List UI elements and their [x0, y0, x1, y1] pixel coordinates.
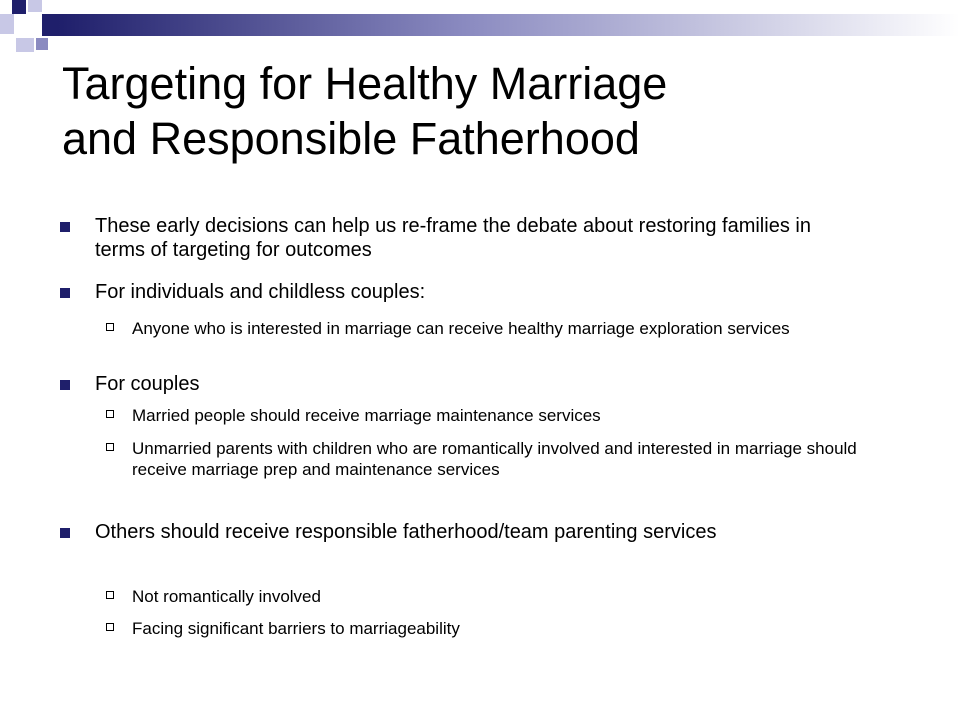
title-line-2: and Responsible Fatherhood	[62, 113, 640, 164]
logo-square-3	[0, 14, 14, 34]
sub-bullet-item	[132, 618, 882, 639]
sub-bullet-text: Not romantically involved	[132, 587, 321, 606]
hollow-square-bullet-icon	[106, 623, 114, 631]
title-line-1: Targeting for Healthy Marriage	[62, 58, 668, 109]
logo-square-5	[42, 14, 58, 36]
sub-bullet-text: Anyone who is interested in marriage can receive healthy marriage exploration services	[132, 319, 790, 338]
sub-bullet-item	[132, 318, 882, 339]
header-gradient-bar	[0, 14, 960, 36]
square-bullet-icon	[60, 528, 70, 538]
sub-bullet-item	[132, 586, 882, 607]
hollow-square-bullet-icon	[106, 443, 114, 451]
sub-bullet-item	[132, 405, 882, 426]
sub-bullet-text: Married people should receive marriage maintenance services	[132, 406, 601, 425]
slide-title	[62, 56, 922, 166]
bullet-text: For individuals and childless couples:	[95, 281, 426, 303]
bullet-item	[95, 520, 855, 544]
hollow-square-bullet-icon	[106, 410, 114, 418]
bullet-item	[95, 280, 855, 304]
sub-bullet-text: Unmarried parents with children who are romantically involved and interested in marriage should receive marriage prep and maintenance services	[132, 439, 857, 479]
square-bullet-icon	[60, 380, 70, 390]
bullet-text: For couples	[95, 373, 200, 395]
sub-bullet-text: Facing significant barriers to marriageability	[132, 619, 460, 638]
bullet-text: These early decisions can help us re-frame the debate about restoring families in terms of targeting for outcomes	[95, 215, 811, 261]
square-bullet-icon	[60, 222, 70, 232]
logo-square-4	[16, 14, 40, 38]
hollow-square-bullet-icon	[106, 323, 114, 331]
sub-bullet-item	[132, 438, 882, 480]
bullet-item	[95, 214, 855, 262]
bullet-item	[95, 372, 855, 396]
logo-square-1	[12, 0, 26, 14]
square-bullet-icon	[60, 288, 70, 298]
bullet-text: Others should receive responsible fatherhood/team parenting services	[95, 521, 717, 543]
logo-square-2	[28, 0, 42, 12]
logo-square-6	[16, 38, 34, 52]
logo-square-7	[36, 38, 48, 50]
hollow-square-bullet-icon	[106, 591, 114, 599]
